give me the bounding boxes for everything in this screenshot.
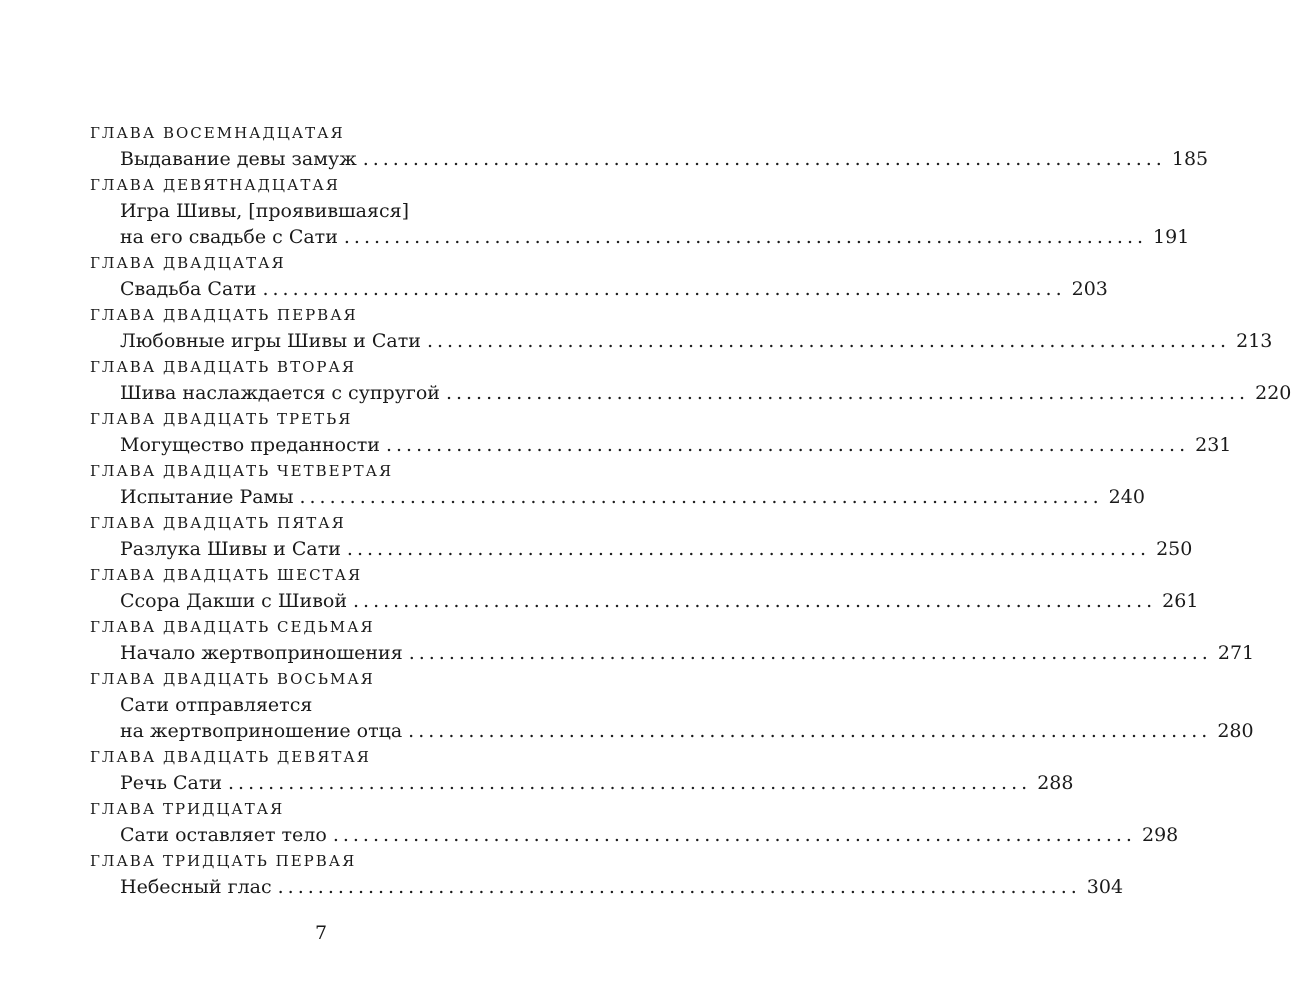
chapter-heading: ГЛАВА ДВАДЦАТЬ ДЕВЯТАЯ <box>90 748 371 766</box>
chapter-heading: ГЛАВА ДВАДЦАТЬ ЧЕТВЕРТАЯ <box>90 462 394 480</box>
chapter-heading: ГЛАВА ВОСЕМНАДЦАТАЯ <box>90 124 345 142</box>
dot-leader: ................................................................................ <box>299 486 1103 508</box>
dot-leader: ................................................................................ <box>408 642 1212 664</box>
table-of-contents <box>90 120 1291 900</box>
entry-page-number: 250 <box>1156 538 1193 560</box>
chapter-heading: ГЛАВА ДВАДЦАТЬ ШЕСТАЯ <box>90 566 363 584</box>
toc-entry-line <box>120 432 1232 458</box>
chapter-heading: ГЛАВА ДВАДЦАТЬ ПЯТАЯ <box>90 514 346 532</box>
dot-leader: ................................................................................ <box>362 148 1166 170</box>
dot-leader: ................................................................................ <box>445 382 1250 404</box>
dot-leader: ................................................................................ <box>408 720 1212 742</box>
entry-page-number: 185 <box>1171 148 1209 170</box>
dot-leader: ................................................................................ <box>277 876 1081 898</box>
toc-entry-line <box>120 484 1145 510</box>
entry-page-number: 213 <box>1236 330 1273 352</box>
entry-page-number: 191 <box>1153 226 1190 248</box>
entry-title: на его свадьбе с Сати <box>120 226 338 248</box>
toc-entry-line <box>120 328 1273 354</box>
entry-title: Свадьба Сати <box>120 278 257 300</box>
entry-page-number: 240 <box>1108 486 1145 508</box>
dot-leader: ................................................................................ <box>426 330 1231 352</box>
toc-entry-line <box>120 198 556 224</box>
entry-title: Испытание Рамы <box>120 486 294 508</box>
entry-title: Выдавание девы замуж <box>120 148 357 170</box>
chapter-heading: ГЛАВА ДВАДЦАТАЯ <box>90 254 286 272</box>
toc-entry-line <box>120 146 1209 172</box>
toc-entry-line <box>120 874 1124 900</box>
chapter-heading: ГЛАВА ДЕВЯТНАДЦАТАЯ <box>90 176 340 194</box>
toc-entry-line <box>120 224 1190 250</box>
toc-entry-line <box>120 822 1179 848</box>
chapter-heading: ГЛАВА ТРИДЦАТЬ ПЕРВАЯ <box>90 852 357 870</box>
page-number: 7 <box>314 922 328 944</box>
entry-title: Сати отправляется <box>120 694 313 716</box>
toc-entry-line <box>120 718 1254 744</box>
toc-entry-line <box>120 536 1193 562</box>
entry-title: Любовные игры Шивы и Сати <box>120 330 421 352</box>
entry-page-number: 220 <box>1255 382 1291 404</box>
dot-leader: ................................................................................ <box>346 538 1151 560</box>
entry-title: Могущество преданности <box>120 434 380 456</box>
entry-page-number: 304 <box>1086 876 1124 898</box>
dot-leader: ................................................................................ <box>343 226 1148 248</box>
chapter-heading: ГЛАВА ТРИДЦАТАЯ <box>90 800 285 818</box>
toc-entry-line <box>120 588 1199 614</box>
entry-title: на жертвоприношение отца <box>120 720 403 742</box>
entry-page-number: 298 <box>1141 824 1179 846</box>
entry-title: Шива наслаждается с супругой <box>120 382 440 404</box>
entry-page-number: 280 <box>1217 720 1254 742</box>
chapter-heading: ГЛАВА ДВАДЦАТЬ ТРЕТЬЯ <box>90 410 353 428</box>
chapter-heading: ГЛАВА ДВАДЦАТЬ СЕДЬМАЯ <box>90 618 375 636</box>
entry-page-number: 271 <box>1217 642 1255 664</box>
chapter-heading: ГЛАВА ДВАДЦАТЬ ВТОРАЯ <box>90 358 356 376</box>
entry-title: Сати оставляет тело <box>120 824 327 846</box>
toc-entry-line <box>120 692 556 718</box>
dot-leader: ................................................................................ <box>353 590 1157 612</box>
entry-title: Ссора Дакши с Шивой <box>120 590 347 612</box>
chapter-heading: ГЛАВА ДВАДЦАТЬ ПЕРВАЯ <box>90 306 358 324</box>
entry-page-number: 288 <box>1037 772 1074 794</box>
dot-leader: ................................................................................ <box>332 824 1136 846</box>
entry-page-number: 261 <box>1162 590 1199 612</box>
toc-entry-line <box>120 640 1255 666</box>
toc-entry-line <box>120 276 1108 302</box>
toc-entry-line <box>120 770 1074 796</box>
entry-title: Начало жертвоприношения <box>120 642 403 664</box>
entry-title: Разлука Шивы и Сати <box>120 538 341 560</box>
dot-leader: ................................................................................ <box>262 278 1066 300</box>
entry-page-number: 231 <box>1195 434 1232 456</box>
entry-title: Игра Шивы, [проявившаяся] <box>120 200 410 222</box>
chapter-heading: ГЛАВА ДВАДЦАТЬ ВОСЬМАЯ <box>90 670 375 688</box>
dot-leader: ................................................................................ <box>385 434 1190 456</box>
dot-leader: ................................................................................ <box>228 772 1032 794</box>
entry-title: Небесный глас <box>120 876 272 898</box>
entry-title: Речь Сати <box>120 772 223 794</box>
entry-page-number: 203 <box>1071 278 1108 300</box>
toc-entry-line <box>120 380 1291 406</box>
